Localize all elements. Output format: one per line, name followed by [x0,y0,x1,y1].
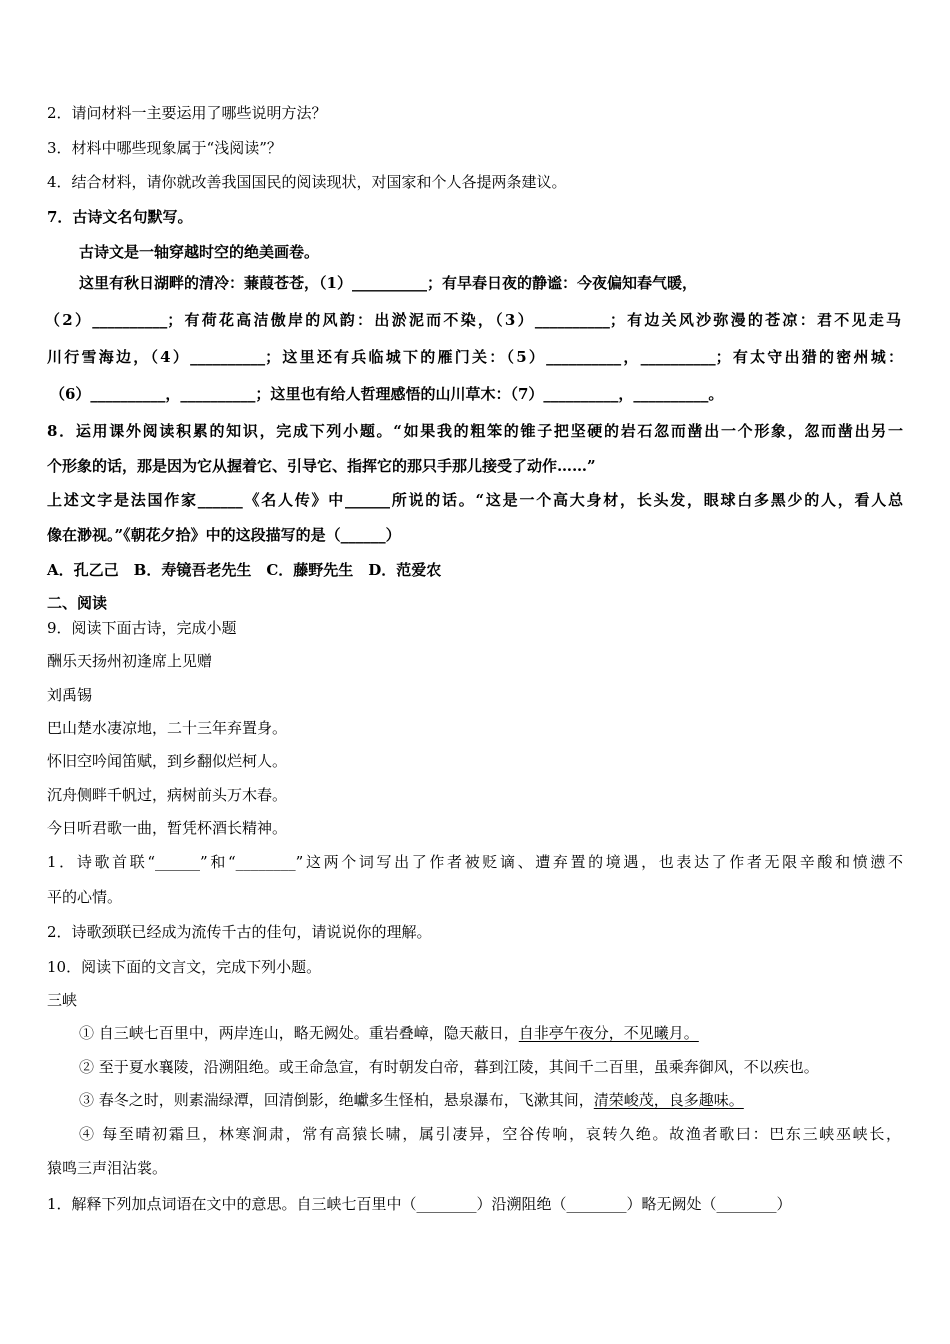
q7-line-4: （6）__________，__________；这里也有给人哲理感悟的山川草木：（7）__________，__________。 [50,385,724,403]
paragraph-3-underlined: 清荣峻茂，良多趣味。 [593,1091,744,1109]
poem-author: 刘禹锡 [47,686,93,704]
text-title: 三峡 [47,991,78,1009]
paragraph-1 [79,1023,699,1043]
paragraph-4-line-2: 猿鸣三声泪沾裳。 [47,1159,168,1177]
question-2: 2．请问材料一主要运用了哪些说明方法？ [47,104,327,122]
paragraph-2: ② 至于夏水襄陵，沿溯阻绝。或王命急宣，有时朝发白帝，暮到江陵，其间千二百里，虽乘奔御风，不以疾也。 [79,1058,819,1076]
q10-prompt: 10．阅读下面的文言文，完成下列小题。 [47,958,322,976]
q10-sub1: 1．解释下列加点词语在文中的意思。自三峡七百里中（________）沿溯阻绝（________）略无阙处（________） [47,1195,792,1213]
q8-line-4: 像在渺视。”《朝花夕拾》中的这段描写的是（______） [47,526,401,544]
q8-options: A．孔乙己 B．寿镜吾老先生 C．藤野先生 D．范爱农 [47,561,442,579]
q7-intro: 古诗文是一轴穿越时空的绝美画卷。 [79,243,320,261]
poem-verse: 今日听君歌一曲，暂凭杯酒长精神。 [47,819,288,837]
poem-title: 酬乐天扬州初逢席上见赠 [47,652,213,670]
q8-line-2: 个形象的话，那是因为它从握着它、引导它、指挥它的那只手那儿接受了动作……” [47,457,596,475]
paragraph-3 [79,1090,744,1110]
q9-sub1-line-1: 1．诗歌首联“______”和“________”这两个词写出了作者被贬谪、遭弃置的境遇，也表达了作者无限辛酸和愤懑不 [47,853,903,871]
q7-line-1: 这里有秋日湖畔的清冷：蒹葭苍苍，（1）__________；有早春日夜的静谧：今夜偏知春气暖， [79,274,697,292]
q7-line-3: 川行雪海边，（4）__________；这里还有兵临城下的雁门关：（5）__________，__________；有太守出猎的密州城： [47,348,903,366]
poem-verse: 巴山楚水凄凉地，二十三年弃置身。 [47,719,288,737]
q8-line-1: 8．运用课外阅读积累的知识，完成下列小题。“如果我的粗笨的锥子把坚硬的岩石忽而凿出一个形象，忽而凿出另一 [47,422,903,440]
paragraph-1-underlined: 自非亭午夜分，不见曦月。 [518,1024,699,1042]
paragraph-3-text: ③ 春冬之时，则素湍绿潭，回清倒影，绝巘多生怪柏，悬泉瀑布，飞漱其间， [79,1091,594,1109]
q8-line-3: 上述文字是法国作家______《名人传》中______所说的话。“这是一个高大身材，长头发，眼球白多黑少的人，看人总 [47,491,903,509]
paragraph-1-text: ① 自三峡七百里中，两岸连山，略无阙处。重岩叠嶂，隐天蔽日， [79,1024,519,1042]
q7-line-2: （2）__________；有荷花高洁傲岸的风韵：出淤泥而不染，（3）__________；有边关风沙弥漫的苍凉：君不见走马 [45,311,901,329]
question-4: 4．结合材料，请你就改善我国国民的阅读现状，对国家和个人各提两条建议。 [47,173,567,191]
q9-sub2: 2．诗歌颈联已经成为流传千古的佳句，请说说你的理解。 [47,923,432,941]
poem-verse: 怀旧空吟闻笛赋，到乡翻似烂柯人。 [47,752,288,770]
q9-sub1-line-2: 平的心情。 [47,888,123,906]
question-3: 3．材料中哪些现象属于“浅阅读”？ [47,139,282,157]
paragraph-4-line-1: ④ 每至晴初霜旦，林寒涧肃，常有高猿长啸，属引凄异，空谷传响，哀转久绝。故渔者歌曰：巴东三峡巫峡长， [79,1125,901,1143]
q9-prompt: 9．阅读下面古诗，完成小题 [47,619,237,637]
section-heading-reading: 二、阅读 [47,594,108,612]
q7-title: 7．古诗文名句默写。 [47,208,193,226]
poem-verse: 沉舟侧畔千帆过，病树前头万木春。 [47,786,288,804]
